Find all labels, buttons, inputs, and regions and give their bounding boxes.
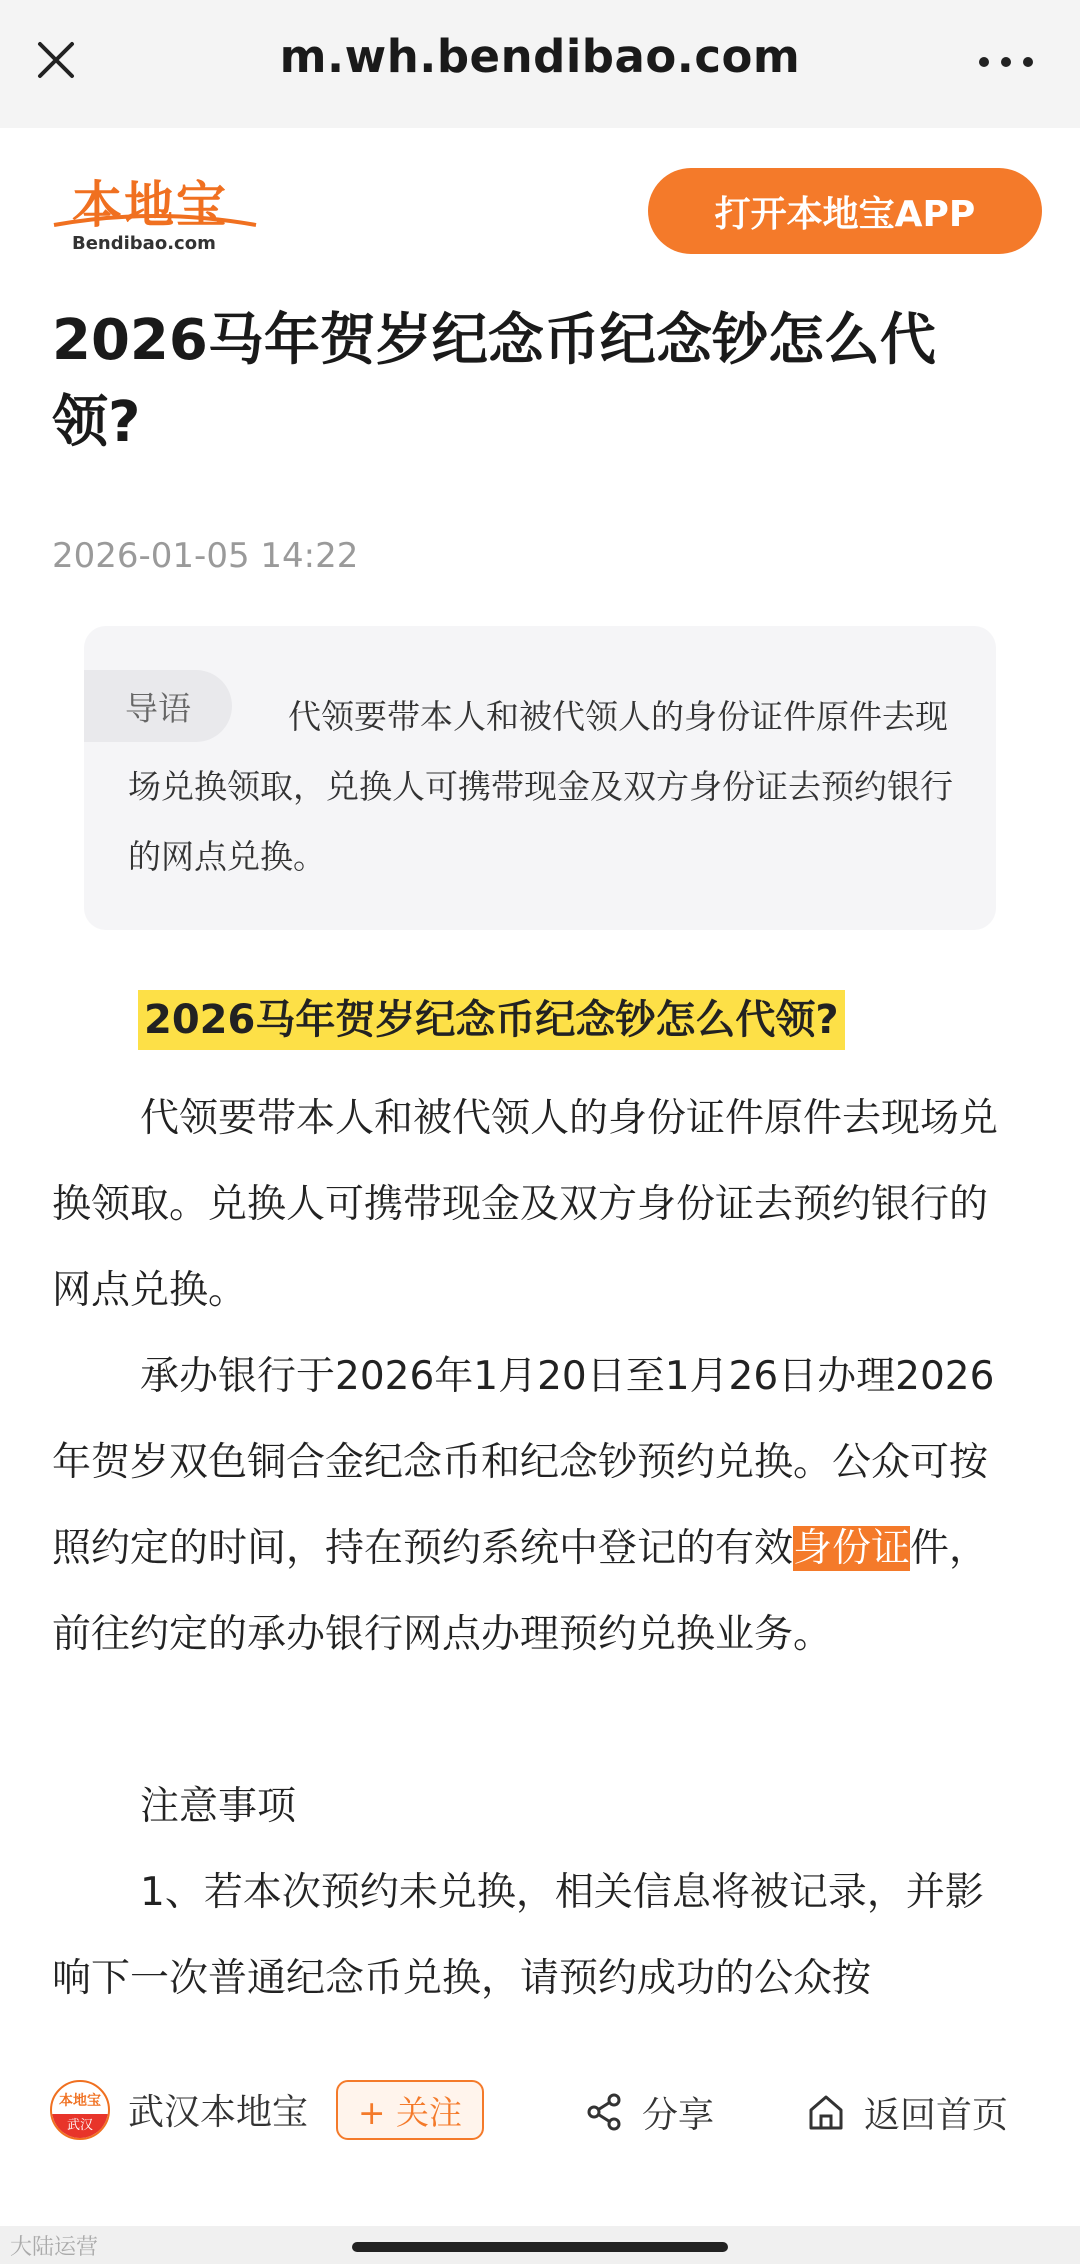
intro-tag: 导语	[84, 670, 232, 742]
home-button[interactable]	[806, 2082, 1008, 2142]
logo-swoosh-icon	[50, 213, 260, 235]
home-icon	[806, 2092, 846, 2132]
browser-topbar	[0, 0, 1080, 128]
article-title: 2026马年贺岁纪念币纪念钞怎么代领?	[52, 308, 936, 455]
share-button[interactable]	[584, 2082, 714, 2142]
url-text: m.wh.bendibao.com	[279, 30, 801, 83]
logo-text: 本地宝	[72, 175, 228, 234]
paragraph-2-text-b: 件，前往约定的承办银行网点办理预约兑换业务。	[52, 1526, 989, 1657]
share-label: 分享	[642, 2094, 715, 2136]
avatar-logo-text: 本地宝	[59, 2093, 101, 2109]
site-logo[interactable]	[50, 165, 260, 265]
share-icon	[584, 2092, 624, 2132]
paragraph-2-text-a: 承办银行于2026年1月20日至1月26日办理2026年贺岁双色铜合金纪念币和纪念钞预约兑换。公众可按照约定的时间，持在预约系统中登记的有效	[52, 1354, 995, 1571]
home-label: 返回首页	[864, 2094, 1009, 2136]
home-indicator[interactable]	[352, 2242, 728, 2252]
channel-avatar[interactable]	[50, 2080, 110, 2140]
paragraph-2	[52, 1334, 1012, 1678]
keyword-link-id-card[interactable]: 身份证	[793, 1526, 911, 1571]
notice-item-1: 1、若本次预约未兑换，相关信息将被记录，并影响下一次普通纪念币兑换，请预约成功的公众按	[52, 1870, 984, 2001]
article-date: 2026-01-05 14:22	[52, 536, 359, 576]
more-horizontal-icon[interactable]	[976, 54, 1036, 70]
logo-subtext: Bendibao.com	[72, 233, 216, 254]
channel-name[interactable]: 武汉本地宝	[128, 2092, 309, 2133]
bottom-toolbar	[0, 2058, 1080, 2164]
system-bottom-bar	[0, 2226, 1080, 2264]
section-heading: 2026马年贺岁纪念币纪念钞怎么代领?	[138, 990, 845, 1050]
paragraph-1: 代领要带本人和被代领人的身份证件原件去现场兑换领取。兑换人可携带现金及双方身份证去预约银行的网点兑换。	[52, 1096, 999, 1313]
follow-button[interactable]: + 关注	[336, 2080, 484, 2140]
notice-heading: 注意事项	[140, 1784, 297, 1829]
watermark-text: 大陆运营	[10, 2235, 99, 2260]
intro-box	[84, 626, 996, 930]
intro-text: 代领要带本人和被代领人的身份证件原件去现场兑换领取，兑换人可携带现金及双方身份证去预约银行的网点兑换。	[128, 697, 953, 876]
avatar-city-text: 武汉	[52, 2114, 108, 2138]
open-app-button[interactable]: 打开本地宝APP	[648, 168, 1042, 254]
